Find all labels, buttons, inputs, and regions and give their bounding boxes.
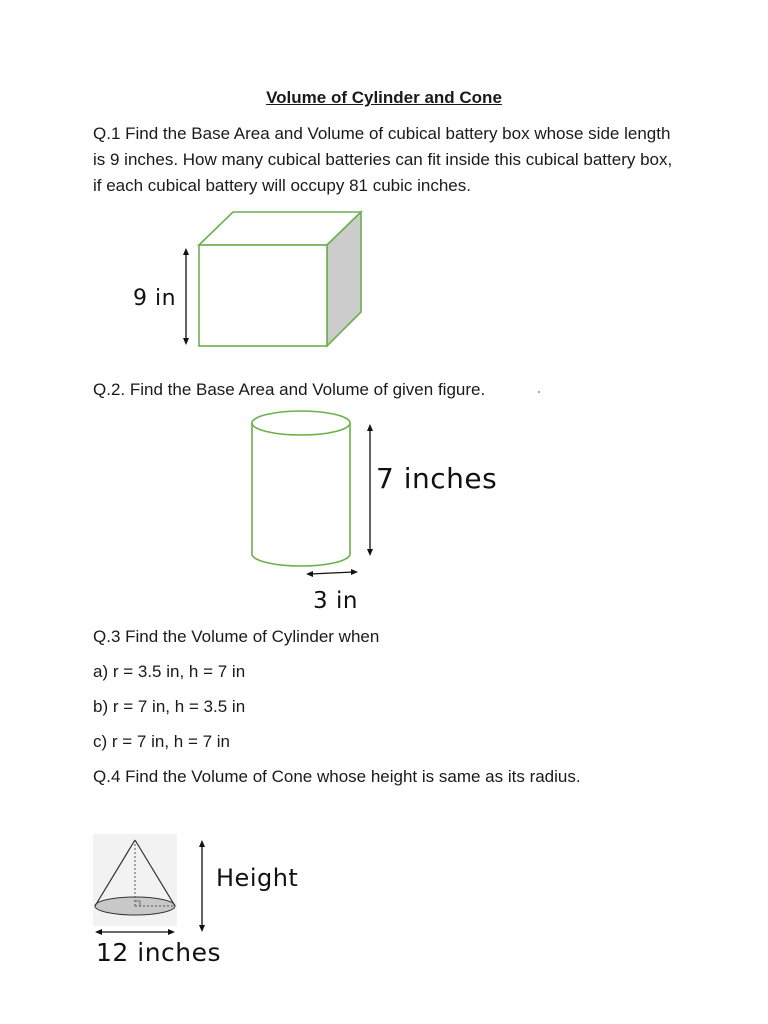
cone-height-label: Height bbox=[216, 864, 299, 892]
cube-figure bbox=[180, 208, 370, 353]
question-4: Q.4 Find the Volume of Cone whose height is same as its radius. bbox=[93, 767, 581, 786]
question-3: Q.3 Find the Volume of Cylinder when bbox=[93, 627, 380, 646]
cylinder-height-label: 7 inches bbox=[376, 462, 498, 495]
question-2: Q.2. Find the Base Area and Volume of given figure. bbox=[93, 380, 486, 399]
cylinder-figure bbox=[250, 408, 380, 588]
cylinder-base-label: 3 in bbox=[313, 588, 358, 614]
question-3-part-c: c) r = 7 in, h = 7 in bbox=[93, 732, 231, 751]
cone-figure bbox=[93, 834, 223, 944]
cone-base-label: 12 inches bbox=[96, 938, 222, 967]
question-3-part-a: a) r = 3.5 in, h = 7 in bbox=[93, 662, 246, 681]
page-title: Volume of Cylinder and Cone bbox=[266, 88, 502, 107]
question-3-part-b: b) r = 7 in, h = 3.5 in bbox=[93, 697, 246, 716]
question-1: Q.1 Find the Base Area and Volume of cubical battery box whose side length is 9 inches. How many cubical batteries can fit inside this cubical battery box, if each cubical battery will occupy 81 cubic inches. bbox=[93, 124, 673, 195]
stray-dot bbox=[538, 391, 540, 393]
cube-side-label: 9 in bbox=[133, 286, 177, 311]
